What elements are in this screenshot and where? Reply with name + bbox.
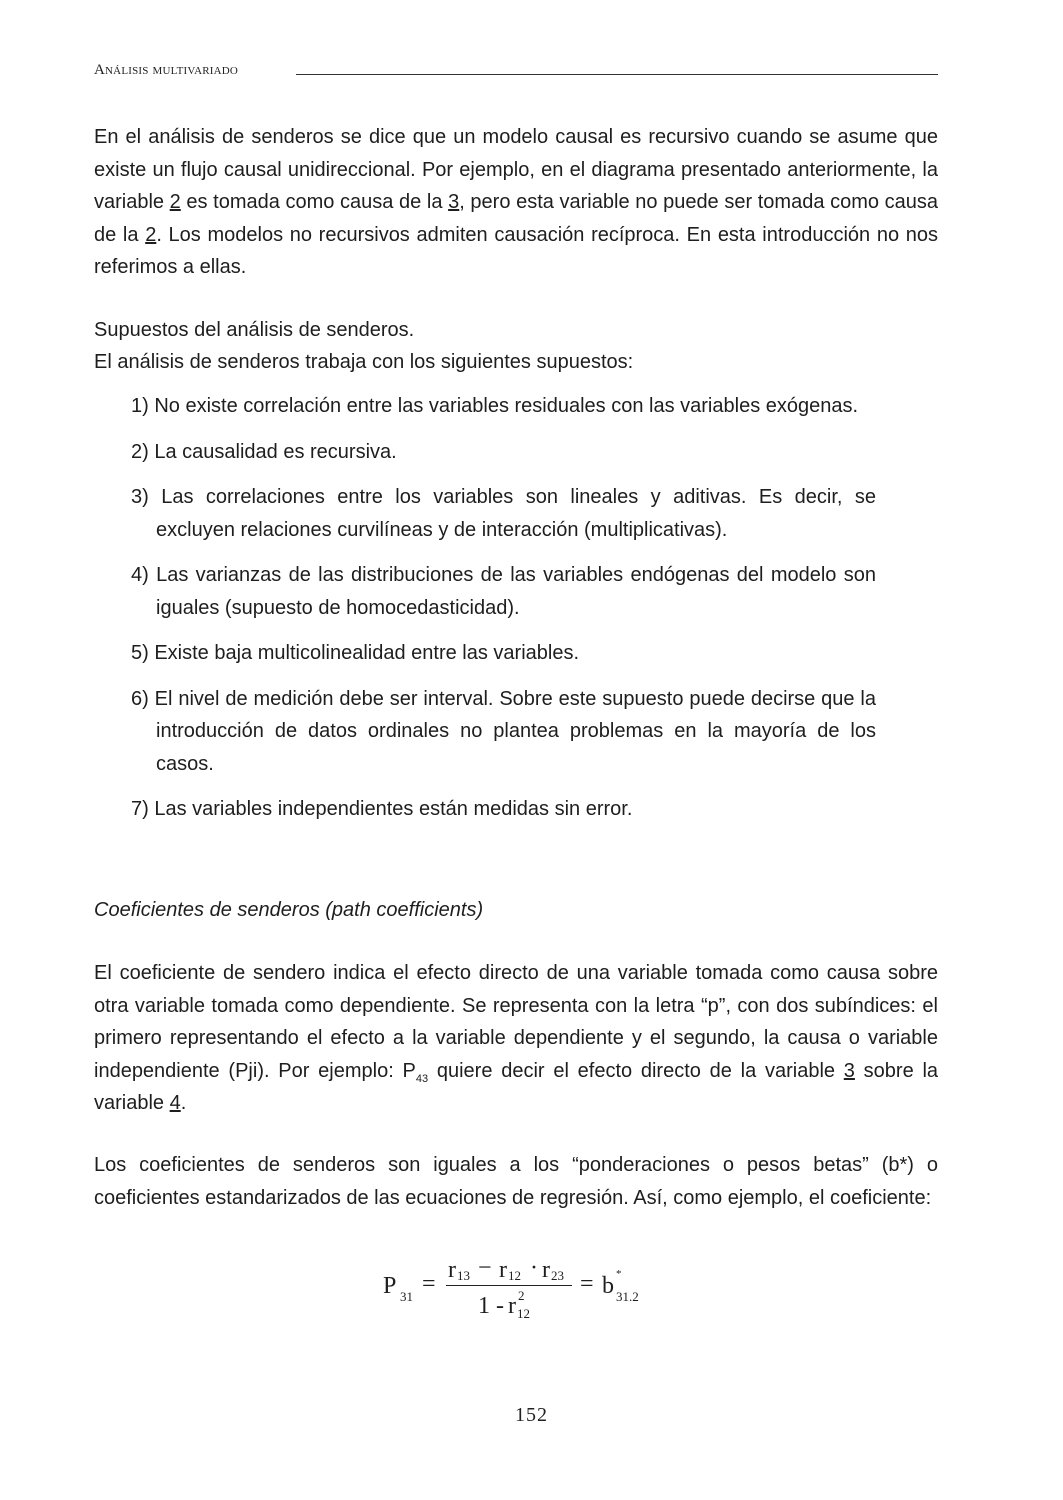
section-heading: Coeficientes de senderos (path coefficients) <box>94 899 484 921</box>
formula-equals: = <box>580 1271 594 1297</box>
formula-den-one: 1 - <box>478 1293 504 1319</box>
list-item: 6) El nivel de medición debe ser interval. Sobre este supuesto puede decirse que la introducción de datos ordinales no plantea problemas en la mayoría de los casos. <box>131 687 876 775</box>
formula-num-sub: 12 <box>508 1268 521 1283</box>
formula-den-sub: 12 <box>517 1306 530 1321</box>
variable-ref: 2 <box>169 191 181 213</box>
variable-ref: 3 <box>843 1059 855 1082</box>
coef-text-d: . <box>180 1092 187 1114</box>
variable-ref: 3 <box>448 191 460 213</box>
running-header-title: Análisis multivariado <box>94 62 239 78</box>
coeficiente-paragraph <box>94 957 938 1120</box>
formula-rhs: b <box>602 1273 614 1299</box>
list-item: 4) Las varianzas de las distribuciones de las variables endógenas del modelo son iguales (supuesto de homocedasticidad). <box>131 564 876 619</box>
coef-text-c: sobre la variable <box>94 1059 939 1114</box>
list-item: 5) Existe baja multicolinealidad entre las variables. <box>131 642 580 664</box>
formula-rhs-sub: 31.2 <box>616 1289 639 1304</box>
formula-den-r: r <box>508 1293 516 1319</box>
supuestos-title: Supuestos del análisis de senderos. <box>94 319 415 341</box>
formula-equals: = <box>422 1271 436 1297</box>
coef-text-b: quiere decir el efecto directo de la variable <box>428 1059 844 1082</box>
fraction-bar <box>446 1285 572 1286</box>
list-item: 1) No existe correlación entre las variables residuales con las variables exógenas. <box>131 395 859 417</box>
betas-paragraph: Los coeficientes de senderos son iguales a los “ponderaciones o pesos betas” (b*) o coeficientes estandarizados de las ecuaciones de regresión. Así, como ejemplo, el coeficiente: <box>94 1154 938 1209</box>
variable-ref: 4 <box>169 1092 181 1114</box>
coef-text-a: El coeficiente de sendero indica el efecto directo de una variable tomada como causa sobre otra variable tomada como dependiente. Se representa con la letra “p”, con dos subíndices: el primero representando el efecto a la variable dependiente y el segundo, la causa o variable independiente (Pji). Por ejemplo: P <box>94 962 938 1082</box>
formula-minus: − <box>478 1255 492 1281</box>
formula-rhs-sup: * <box>616 1268 622 1280</box>
formula-den-sup: 2 <box>518 1288 525 1303</box>
formula-num-r: r <box>499 1257 507 1283</box>
formula-num-sub: 13 <box>457 1268 470 1283</box>
formula-lhs: P <box>383 1273 397 1299</box>
header-rule <box>296 74 938 75</box>
intro-paragraph <box>94 121 938 284</box>
intro-text-d: . Los modelos no recursivos admiten causación recíproca. En esta introducción no nos referimos a ellas. <box>94 223 938 278</box>
formula-num-r: r <box>542 1257 550 1283</box>
path-coefficient-formula <box>380 1255 680 1328</box>
intro-text-a: En el análisis de senderos se dice que un modelo causal es recursivo cuando se asume que existe un flujo causal unidireccional. Por ejemplo, en el diagrama presentado anteriormente, la variable <box>94 126 938 213</box>
formula-dot: · <box>530 1255 538 1281</box>
coef-subscript: 43 <box>415 1072 429 1085</box>
formula-num-r: r <box>448 1257 456 1283</box>
supuestos-list <box>131 390 876 839</box>
page-number: 152 <box>515 1404 548 1426</box>
list-item: 3) Las correlaciones entre los variables son lineales y aditivas. Es decir, se excluyen relaciones curvilíneas y de interacción (multiplicativas). <box>131 486 876 541</box>
list-item: 7) Las variables independientes están medidas sin error. <box>131 798 633 820</box>
formula-lhs-sub: 31 <box>400 1289 413 1304</box>
list-item: 2) La causalidad es recursiva. <box>131 440 397 463</box>
intro-text-b: es tomada como causa de la <box>180 191 449 213</box>
variable-ref: 2 <box>145 223 157 246</box>
running-header <box>94 62 938 86</box>
supuestos-intro: El análisis de senderos trabaja con los siguientes supuestos: <box>94 351 634 373</box>
intro-text-c: , pero esta variable no puede ser tomada como causa de la <box>94 191 938 246</box>
formula-num-sub: 23 <box>551 1268 564 1283</box>
